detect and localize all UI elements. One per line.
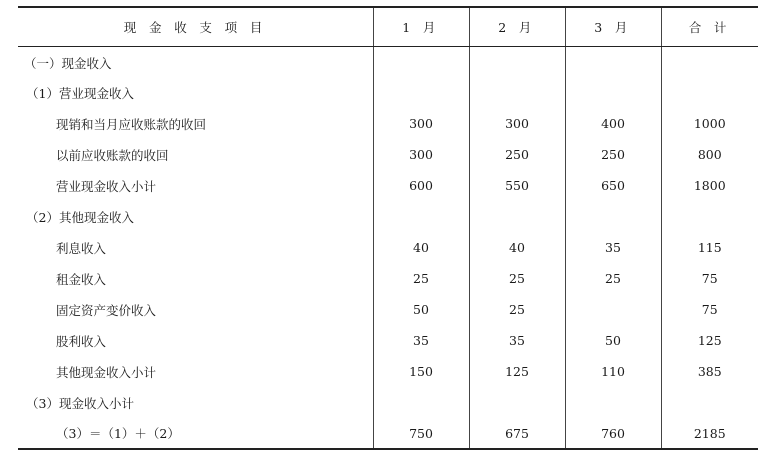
cell-mar bbox=[565, 294, 661, 325]
table-row bbox=[18, 46, 758, 77]
cell-jan bbox=[373, 46, 469, 77]
cell-jan: 150 bbox=[373, 356, 469, 387]
row-item: （一）现金收入 bbox=[24, 55, 112, 71]
cell-feb: 300 bbox=[469, 108, 565, 139]
row-item: 固定资产变价收入 bbox=[56, 302, 157, 318]
table-row bbox=[18, 325, 758, 356]
cell-feb: 250 bbox=[469, 139, 565, 170]
row-item: 租金收入 bbox=[56, 271, 107, 287]
table-row bbox=[18, 294, 758, 325]
header-item: 现 金 收 支 项 目 bbox=[18, 7, 373, 46]
table-row bbox=[18, 201, 758, 232]
cell-total: 2185 bbox=[661, 418, 758, 449]
cell-mar bbox=[565, 46, 661, 77]
header-feb: 2 月 bbox=[469, 7, 565, 46]
row-item: （3）＝（1）＋（2） bbox=[18, 418, 373, 449]
table-row bbox=[18, 263, 758, 294]
cell-jan: 35 bbox=[373, 325, 469, 356]
cell-jan: 750 bbox=[373, 418, 469, 449]
table-row bbox=[18, 108, 758, 139]
cell-feb: 25 bbox=[469, 294, 565, 325]
table-row bbox=[18, 170, 758, 201]
table-row bbox=[18, 77, 758, 108]
table-row bbox=[18, 356, 758, 387]
cell-jan: 40 bbox=[373, 232, 469, 263]
cell-mar: 650 bbox=[565, 170, 661, 201]
cell-total: 385 bbox=[661, 356, 758, 387]
row-item: （3）现金收入小计 bbox=[26, 395, 134, 411]
table-row bbox=[18, 418, 758, 449]
cell-mar: 250 bbox=[565, 139, 661, 170]
cell-jan bbox=[373, 387, 469, 418]
cell-mar bbox=[565, 387, 661, 418]
header-jan: 1 月 bbox=[373, 7, 469, 46]
row-item: 其他现金收入小计 bbox=[56, 364, 157, 380]
cell-jan bbox=[373, 201, 469, 232]
table-row bbox=[18, 232, 758, 263]
row-item: 现销和当月应收账款的收回 bbox=[56, 116, 207, 132]
cell-jan: 300 bbox=[373, 139, 469, 170]
cell-mar: 35 bbox=[565, 232, 661, 263]
cell-jan: 25 bbox=[373, 263, 469, 294]
cell-total: 800 bbox=[661, 139, 758, 170]
cell-total bbox=[661, 46, 758, 77]
cell-mar: 760 bbox=[565, 418, 661, 449]
cell-feb: 550 bbox=[469, 170, 565, 201]
row-item: （1）营业现金收入 bbox=[26, 85, 134, 101]
cell-total bbox=[661, 77, 758, 108]
table-header-row bbox=[18, 7, 758, 46]
cell-feb bbox=[469, 201, 565, 232]
cell-jan: 50 bbox=[373, 294, 469, 325]
row-item: 以前应收账款的收回 bbox=[56, 147, 169, 163]
cell-feb: 125 bbox=[469, 356, 565, 387]
cell-total bbox=[661, 201, 758, 232]
row-item: （2）其他现金收入 bbox=[26, 209, 134, 225]
header-mar: 3 月 bbox=[565, 7, 661, 46]
cell-feb: 675 bbox=[469, 418, 565, 449]
cell-total: 75 bbox=[661, 263, 758, 294]
cell-jan: 600 bbox=[373, 170, 469, 201]
cell-feb bbox=[469, 387, 565, 418]
cell-total: 75 bbox=[661, 294, 758, 325]
cell-mar: 400 bbox=[565, 108, 661, 139]
cell-total: 125 bbox=[661, 325, 758, 356]
cell-feb: 40 bbox=[469, 232, 565, 263]
cell-feb bbox=[469, 46, 565, 77]
cell-feb: 25 bbox=[469, 263, 565, 294]
cell-feb: 35 bbox=[469, 325, 565, 356]
cell-total bbox=[661, 387, 758, 418]
cell-total: 1000 bbox=[661, 108, 758, 139]
table-row bbox=[18, 387, 758, 418]
cell-jan: 300 bbox=[373, 108, 469, 139]
cell-mar: 50 bbox=[565, 325, 661, 356]
cell-total: 115 bbox=[661, 232, 758, 263]
cash-budget-table bbox=[18, 6, 758, 450]
cell-mar: 25 bbox=[565, 263, 661, 294]
table-row bbox=[18, 139, 758, 170]
row-item: 利息收入 bbox=[56, 240, 107, 256]
header-total: 合 计 bbox=[661, 7, 758, 46]
cell-mar: 110 bbox=[565, 356, 661, 387]
cell-total: 1800 bbox=[661, 170, 758, 201]
cell-mar bbox=[565, 77, 661, 108]
cell-feb bbox=[469, 77, 565, 108]
cell-jan bbox=[373, 77, 469, 108]
row-item: 营业现金收入小计 bbox=[56, 178, 157, 194]
cell-mar bbox=[565, 201, 661, 232]
row-item: 股利收入 bbox=[56, 333, 107, 349]
